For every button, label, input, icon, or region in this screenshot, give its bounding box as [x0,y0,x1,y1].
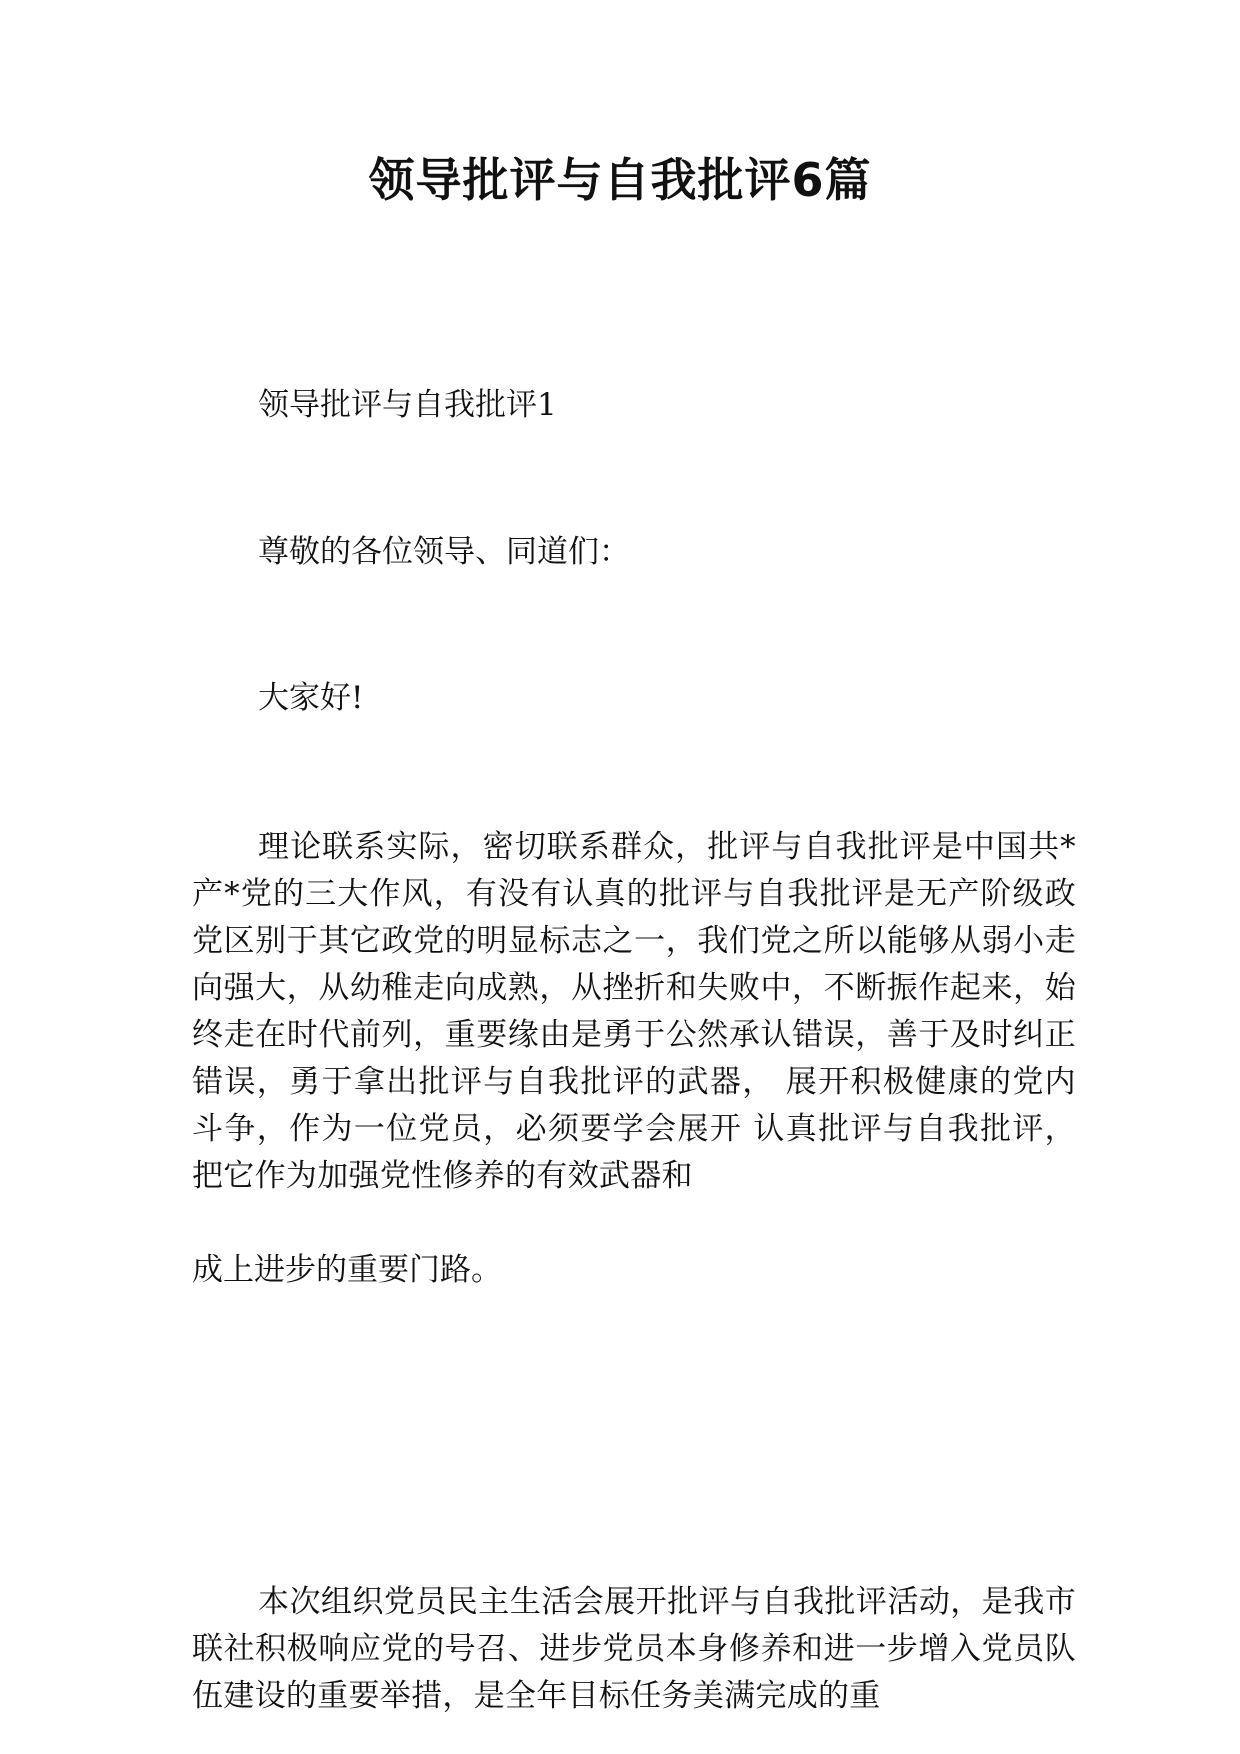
document-title: 领导批评与自我批评6篇 [368,153,872,207]
body-paragraph-1: 理论联系实际，密切联系群众，批评与自我批评是中国共*产*党的三大作风，有没有认真的批评与自我批评是无产阶级政党区别于其它政党的明显标志之一，我们党之所以能够从弱小走向强大，从幼稚走向成熟，从挫折和失败中，不断振作起来，始终走在时代前列，重要缘由是勇于公然承认错误，善于及时纠正错误，勇于拿出批评与自我批评的武器， 展开积极健康的党内斗争，作为一位党员，必须要学会展开 认真批评与自我批评，把它作为加强党性修养的有效武器和 [192,829,1076,1194]
body-paragraph-1-continued: 成上进步的重要门路。 [192,1252,502,1288]
body-paragraph-2: 本次组织党员民主生活会展开批评与自我批评活动，是我市联社积极响应党的号召、进步党员本身修养和进一步增入党员队伍建设的重要举措，是全年目标任务美满完成的重 [192,1584,1076,1714]
greeting: 大家好! [258,680,364,716]
salutation: 尊敬的各位领导、同道们： [258,534,630,570]
section-heading: 领导批评与自我批评1 [258,387,557,423]
